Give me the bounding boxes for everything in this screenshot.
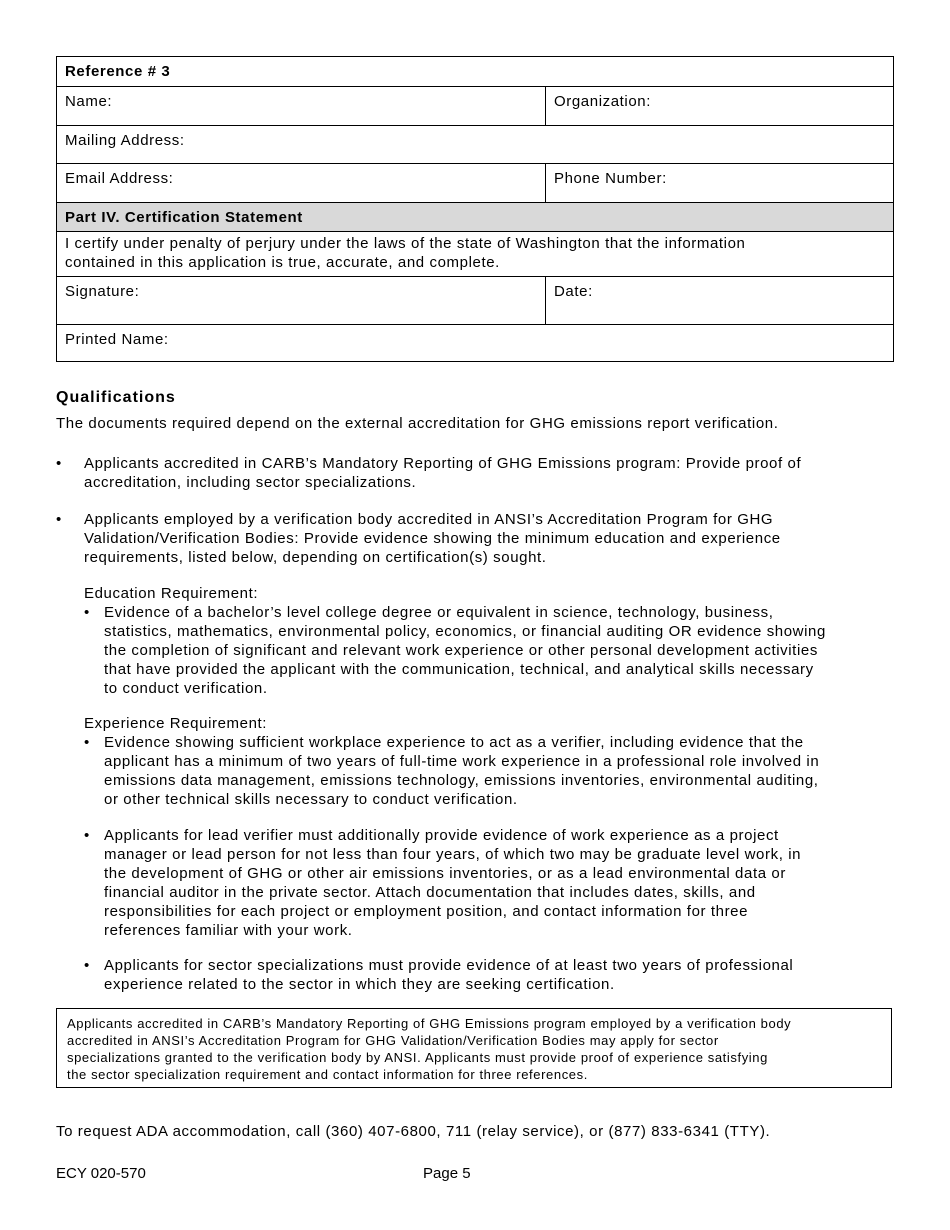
form-number: ECY 020-570 — [56, 1165, 146, 1182]
bullet-carb — [56, 454, 896, 492]
experience-label: Experience Requirement: — [84, 715, 268, 732]
email-phone-row — [57, 163, 893, 202]
lead-verifier-line: the development of GHG or other air emissions inventories, or as a lead environmental data or — [104, 865, 786, 882]
note-line: Applicants accredited in CARB’s Mandatory Reporting of GHG Emissions program employed by a verification body — [67, 1016, 792, 1031]
note-line: the sector specialization requirement and contact information for three references. — [67, 1067, 588, 1082]
name-label: Name: — [65, 93, 113, 110]
signature-date-row — [57, 276, 893, 324]
lead-verifier-line: financial auditor in the private sector. Attach documentation that includes dates, skills, and — [104, 884, 756, 901]
ada-accommodation-text: To request ADA accommodation, call (360) 407-6800, 711 (relay service), or (877) 833-6341 (TTY). — [56, 1123, 771, 1140]
qualifications-intro: The documents required depend on the external accreditation for GHG emissions report verification. — [56, 415, 779, 432]
printed-name-field[interactable] — [57, 325, 893, 361]
name-org-row — [57, 86, 893, 125]
education-line: to conduct verification. — [104, 680, 268, 697]
experience-line: emissions data management, emissions technology, emissions inventories, environmental auditing, — [104, 772, 819, 789]
experience-line: or other technical skills necessary to conduct verification. — [104, 791, 518, 808]
qualifications-heading: Qualifications — [56, 389, 176, 406]
education-line: that have provided the applicant with the communication, technical, and analytical skills necessary — [104, 661, 814, 678]
sector-line: experience related to the sector in which they are seeking certification. — [104, 976, 615, 993]
sector-specialization-requirement — [56, 956, 896, 994]
phone-field[interactable] — [546, 164, 893, 202]
printed-name-row — [57, 324, 893, 361]
date-label: Date: — [554, 283, 593, 300]
education-line: statistics, mathematics, environmental policy, economics, or financial auditing OR evidence showing — [104, 623, 826, 640]
certify-line-1: I certify under penalty of perjury under the laws of the state of Washington that the information — [65, 235, 746, 252]
education-line: Evidence of a bachelor’s level college degree or equivalent in science, technology, business, — [104, 604, 774, 621]
part4-header-row — [57, 202, 893, 231]
mailing-address-field[interactable] — [57, 126, 893, 163]
bullet-ansi-line: Applicants employed by a verification body accredited in ANSI’s Accreditation Program for GHG — [84, 511, 774, 528]
note-line: accredited in ANSI’s Accreditation Program for GHG Validation/Verification Bodies may apply for sector — [67, 1033, 719, 1048]
signature-field[interactable] — [57, 277, 546, 324]
lead-verifier-line: references familiar with your work. — [104, 922, 353, 939]
page-number: Page 5 — [423, 1165, 471, 1182]
certify-row — [57, 231, 893, 276]
education-label: Education Requirement: — [84, 585, 259, 602]
bullet-icon: • — [84, 827, 90, 844]
email-field[interactable] — [57, 164, 546, 202]
signature-label: Signature: — [65, 283, 140, 300]
part4-header: Part IV. Certification Statement — [65, 209, 303, 226]
education-requirement — [56, 584, 896, 698]
experience-line: Evidence showing sufficient workplace experience to act as a verifier, including evidence that the — [104, 734, 804, 751]
sector-line: Applicants for sector specializations must provide evidence of at least two years of professional — [104, 957, 794, 974]
email-label: Email Address: — [65, 170, 174, 187]
reference-header-row — [57, 57, 893, 86]
organization-field[interactable] — [546, 87, 893, 125]
mailing-address-label: Mailing Address: — [65, 132, 185, 149]
reference-header: Reference # 3 — [65, 63, 171, 80]
experience-line: applicant has a minimum of two years of full-time work experience in a professional role involved in — [104, 753, 820, 770]
bullet-ansi-line: Validation/Verification Bodies: Provide evidence showing the minimum education and experience — [84, 530, 781, 547]
mailing-row — [57, 125, 893, 163]
organization-label: Organization: — [554, 93, 652, 110]
note-line: specializations granted to the verification body by ANSI. Applicants must provide proof of experience satisfying — [67, 1050, 768, 1065]
phone-label: Phone Number: — [554, 170, 667, 187]
lead-verifier-line: responsibilities for each project or employment position, and contact information for three — [104, 903, 749, 920]
lead-verifier-requirement — [56, 826, 896, 940]
sector-note-box — [56, 1008, 892, 1088]
name-field[interactable] — [57, 87, 546, 125]
bullet-carb-line: Applicants accredited in CARB’s Mandatory Reporting of GHG Emissions program: Provide proof of — [84, 455, 802, 472]
lead-verifier-line: manager or lead person for not less than four years, of which two may be graduate level work, in — [104, 846, 802, 863]
bullet-icon: • — [84, 604, 90, 621]
bullet-carb-line: accreditation, including sector specializations. — [84, 474, 417, 491]
bullet-ansi-line: requirements, listed below, depending on certification(s) sought. — [84, 549, 547, 566]
date-field[interactable] — [546, 277, 893, 324]
certification-statement — [57, 232, 754, 276]
bullet-ansi — [56, 510, 896, 567]
lead-verifier-line: Applicants for lead verifier must additionally provide evidence of work experience as a project — [104, 827, 779, 844]
bullet-icon: • — [56, 455, 62, 472]
education-line: the completion of significant and relevant work experience or other personal development activities — [104, 642, 818, 659]
reference-certification-form — [56, 56, 894, 362]
bullet-icon: • — [56, 511, 62, 528]
printed-name-label: Printed Name: — [65, 331, 169, 348]
bullet-icon: • — [84, 734, 90, 751]
experience-requirement — [56, 714, 896, 809]
bullet-icon: • — [84, 957, 90, 974]
certify-line-2: contained in this application is true, accurate, and complete. — [65, 254, 500, 271]
